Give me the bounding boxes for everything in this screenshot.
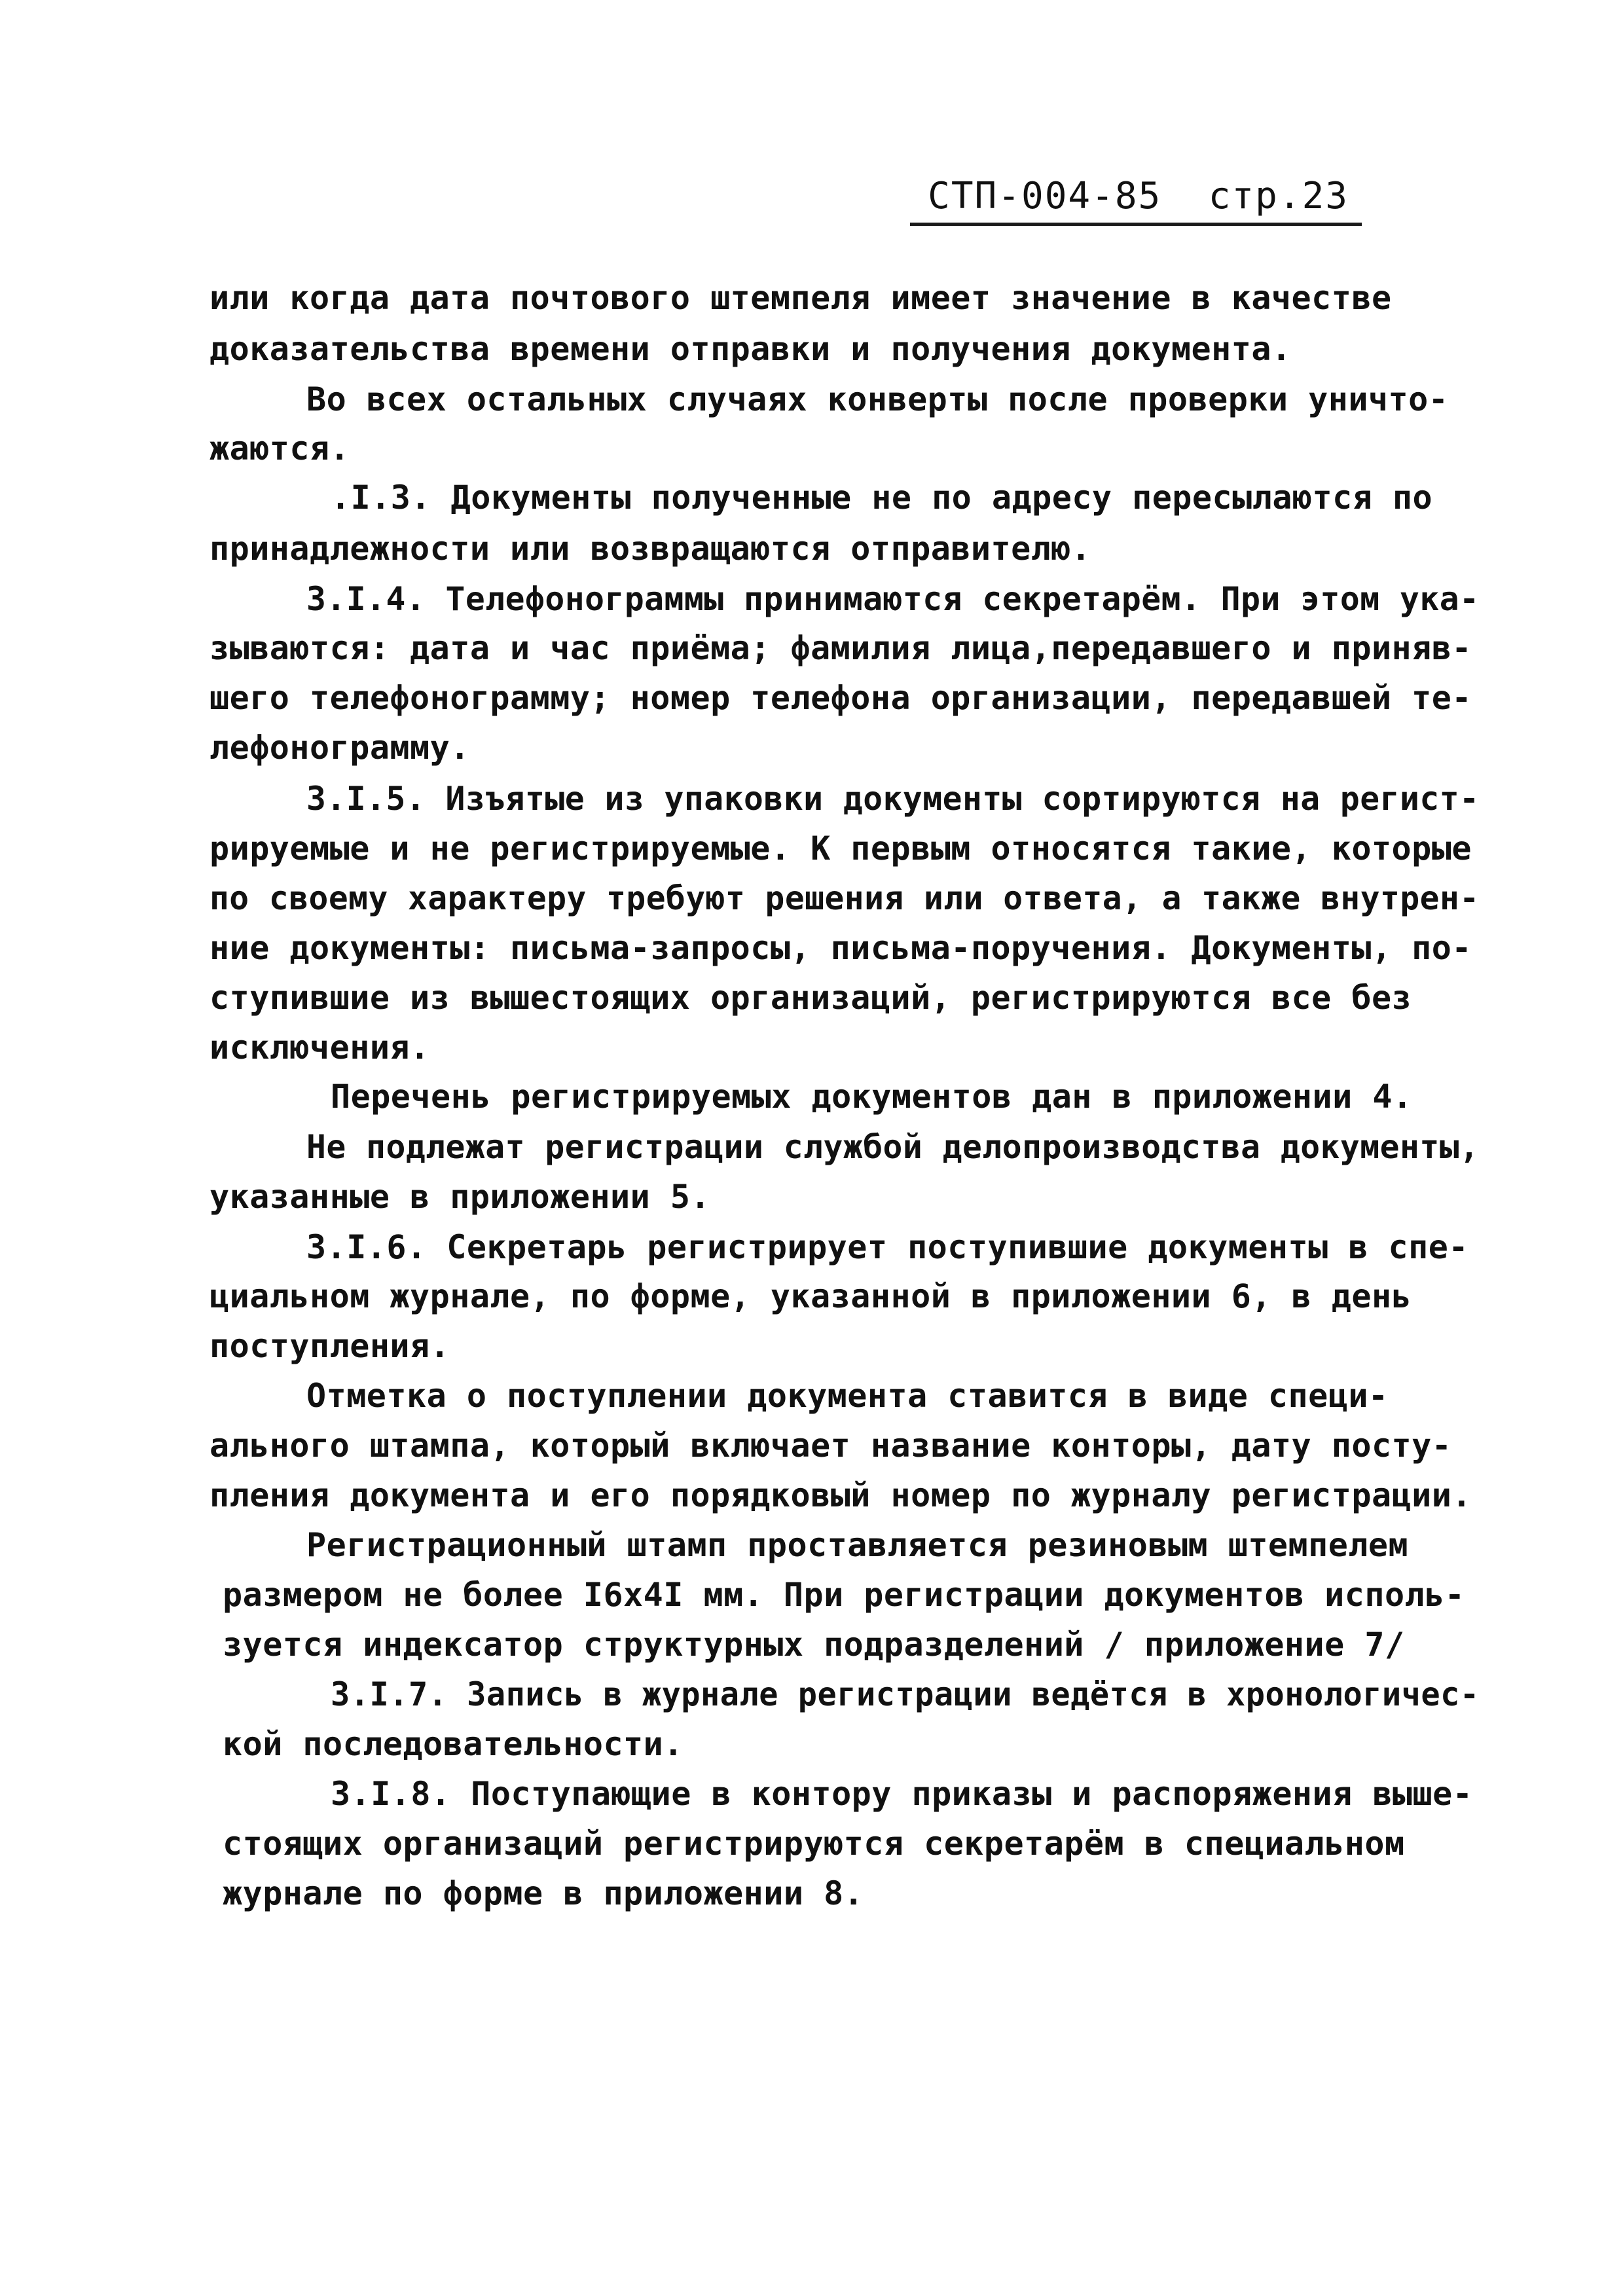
text-line: Во всех остальных случаях конверты после проверки уничто- bbox=[306, 380, 1449, 418]
text-line: исключения. bbox=[210, 1029, 430, 1066]
text-line: зываются: дата и час приёма; фамилия лица,передавшего и приняв- bbox=[210, 629, 1472, 667]
text-line: доказательства времени отправки и получения документа. bbox=[210, 330, 1292, 368]
text-line: зуется индексатор структурных подразделений / приложение 7/ bbox=[223, 1626, 1405, 1664]
text-line: поступления. bbox=[210, 1327, 450, 1365]
text-line: ального штампа, который включает название конторы, дату посту- bbox=[210, 1427, 1452, 1465]
document-reference: СТП-004-85 стр.23 bbox=[928, 175, 1349, 217]
text-line: рируемые и не регистрируемые. К первым относятся такие, которые bbox=[210, 829, 1472, 867]
text-line: кой последовательности. bbox=[223, 1725, 684, 1763]
text-line: Перечень регистрируемых документов дан в приложении 4. bbox=[331, 1078, 1413, 1116]
text-line: ние документы: письма-запросы, письма-поручения. Документы, по- bbox=[210, 929, 1472, 967]
text-line: 3.I.5. Изъятые из упаковки документы сортируются на регист- bbox=[306, 780, 1480, 818]
text-line: ступившие из вышестоящих организаций, регистрируются все без bbox=[210, 979, 1412, 1017]
text-line: циальном журнале, по форме, указанной в приложении 6, в день bbox=[210, 1277, 1412, 1315]
text-line: по своему характеру требуют решения или ответа, а также внутрен- bbox=[210, 879, 1480, 917]
text-line: Отметка о поступлении документа ставится в виде специ- bbox=[306, 1377, 1389, 1415]
text-line: жаются. bbox=[210, 429, 350, 467]
text-line: 3.I.4. Телефонограммы принимаются секретарём. При этом ука- bbox=[306, 580, 1480, 618]
text-line: размером не более I6x4I мм. При регистрации документов исполь- bbox=[223, 1576, 1465, 1614]
text-line: пления документа и его порядковый номер по журналу регистрации. bbox=[210, 1476, 1472, 1514]
text-line: принадлежности или возвращаются отправителю. bbox=[210, 530, 1091, 568]
page-header bbox=[910, 167, 1362, 226]
text-line: журнале по форме в приложении 8. bbox=[223, 1874, 864, 1912]
text-line: шего телефонограмму; номер телефона организации, передавшей те- bbox=[210, 679, 1472, 717]
text-line: или когда дата почтового штемпеля имеет значение в качестве bbox=[210, 279, 1392, 317]
text-line: Не подлежат регистрации службой делопроизводства документы, bbox=[306, 1128, 1480, 1166]
text-line: лефонограмму. bbox=[210, 729, 470, 767]
text-line: указанные в приложении 5. bbox=[210, 1178, 711, 1216]
text-line: 3.I.6. Секретарь регистрирует поступившие документы в спе- bbox=[306, 1228, 1468, 1266]
text-line: 3.I.8. Поступающие в контору приказы и распоряжения выше- bbox=[331, 1775, 1473, 1813]
text-line: 3.I.7. Запись в журнале регистрации ведётся в хронологичес- bbox=[331, 1675, 1480, 1713]
text-line: стоящих организаций регистрируются секретарём в специальном bbox=[223, 1825, 1405, 1863]
text-line: Регистрационный штамп проставляется резиновым штемпелем bbox=[306, 1526, 1409, 1564]
text-line: .I.3. Документы полученные не по адресу пересылаются по bbox=[331, 479, 1433, 517]
